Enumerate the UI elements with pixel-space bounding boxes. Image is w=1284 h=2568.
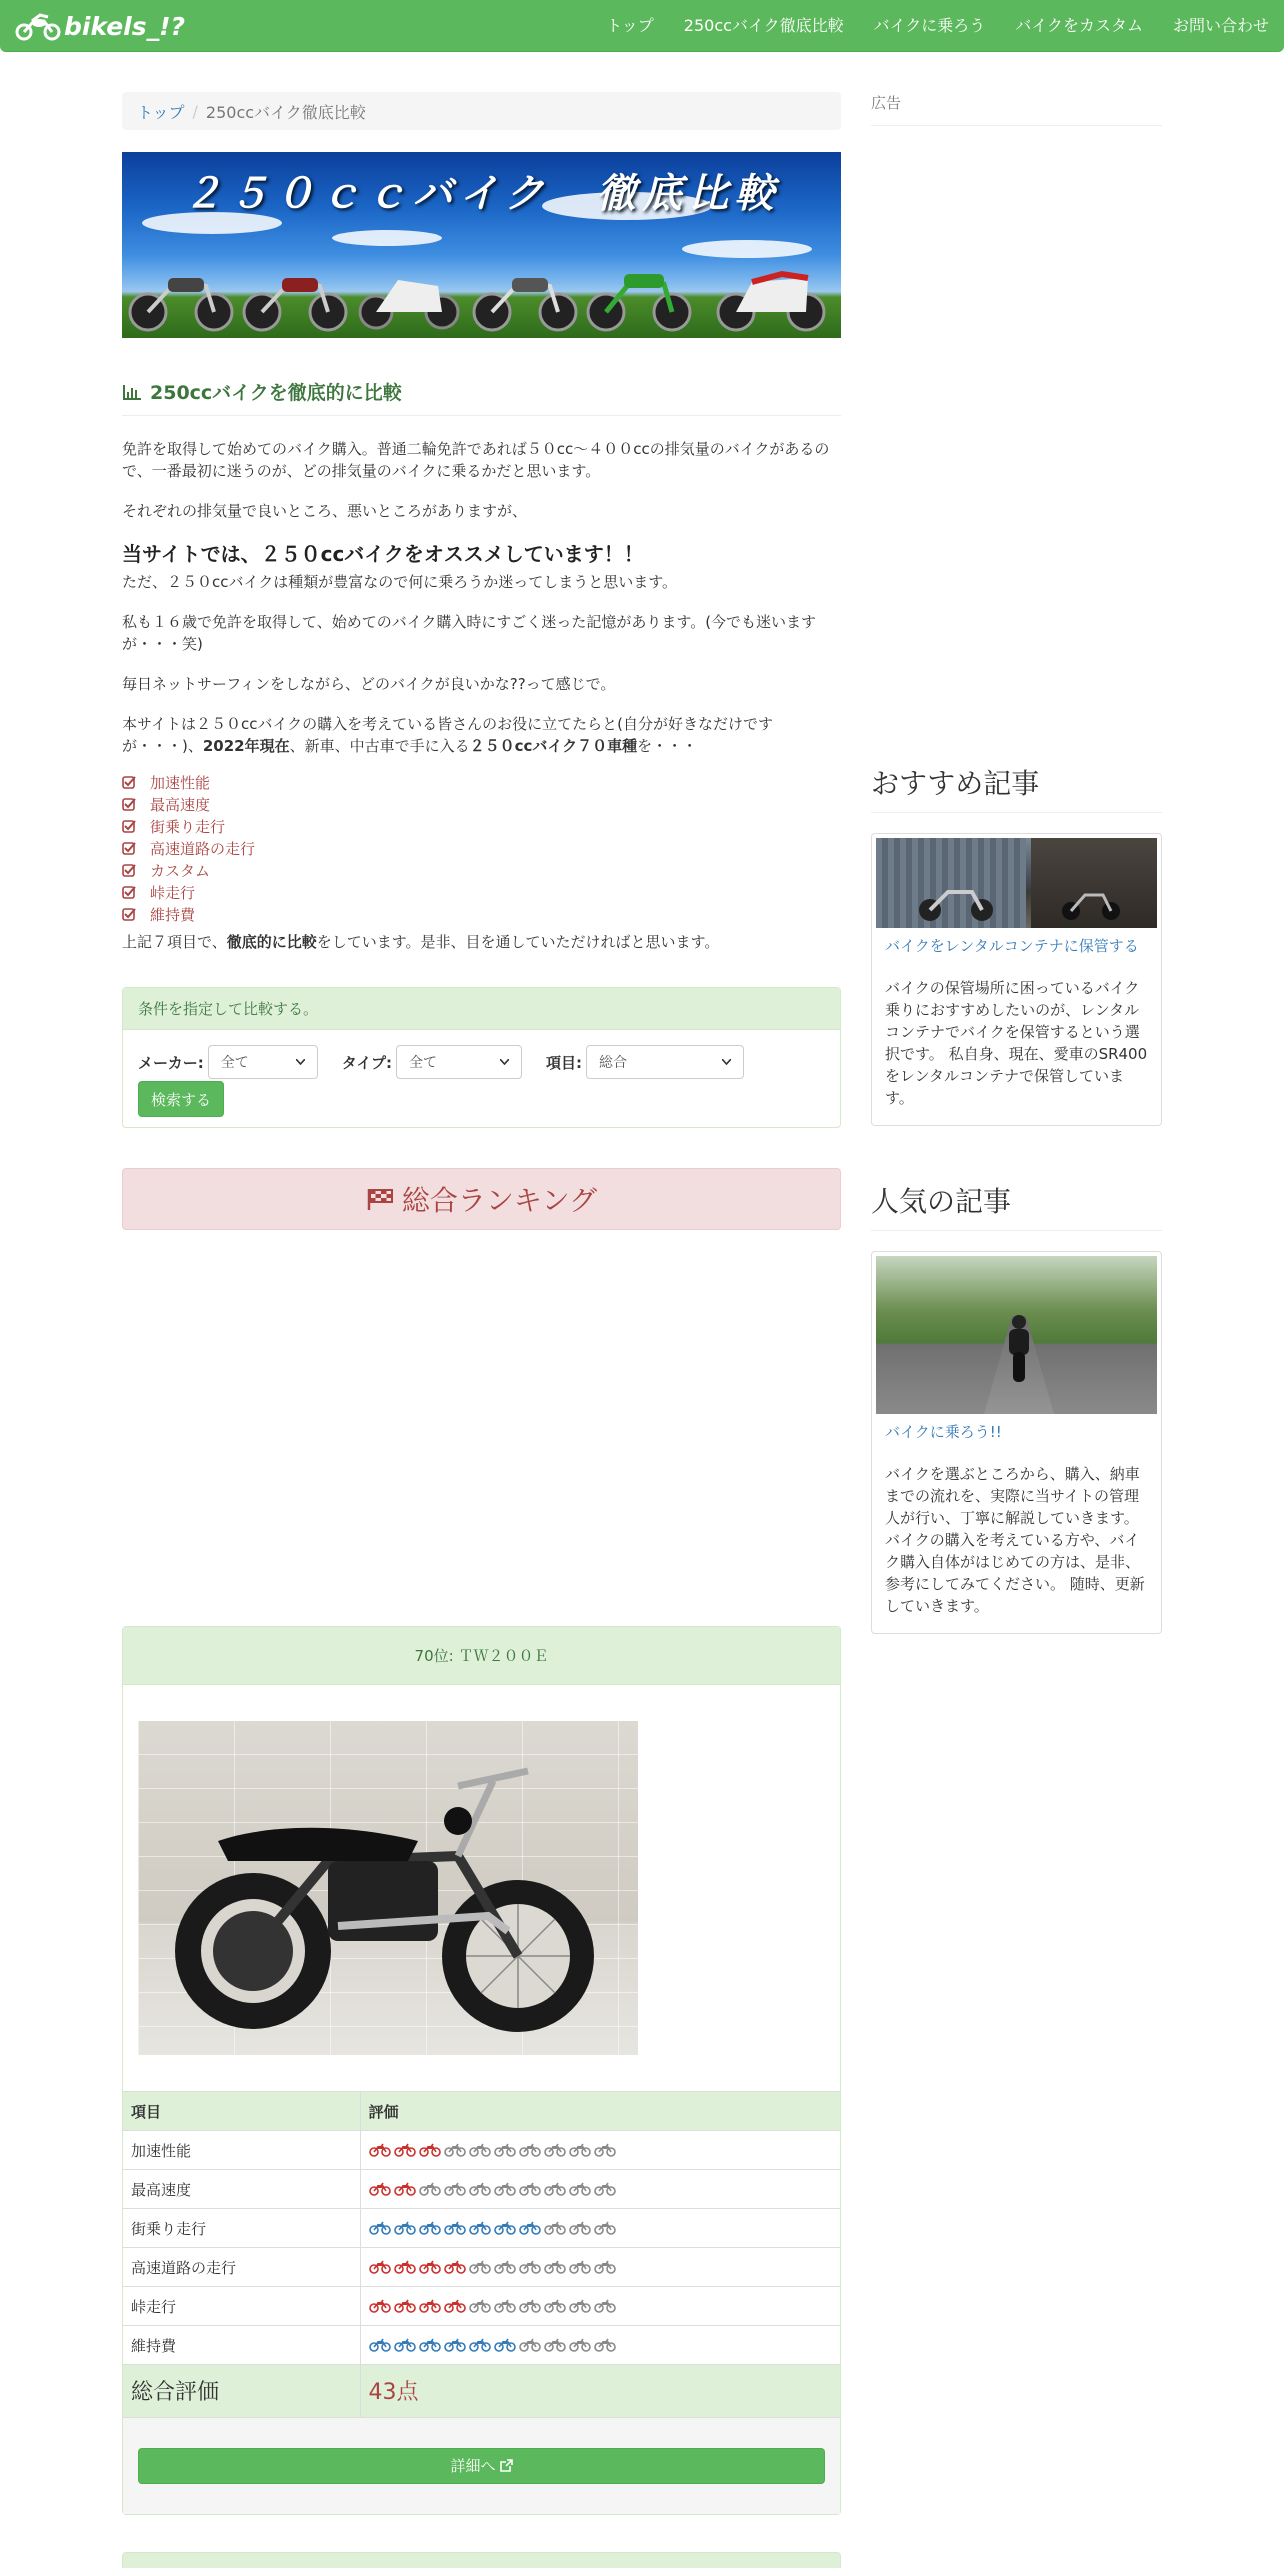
popular-article-card[interactable] [871,1251,1162,1634]
rating-motorcycle-empty-icon [519,2182,541,2196]
motorcycle-icon [354,256,464,332]
rating-motorcycle-filled-icon [394,2182,416,2196]
list-item: カスタム [122,859,841,881]
rating-motorcycle-empty-icon [419,2182,441,2196]
recommend-statement: 当サイトでは、２５０ccバイクをオススメしています！！ [122,542,644,566]
article-thumbnail [876,838,1157,928]
rating-motorcycle-empty-icon [494,2182,516,2196]
rating-motorcycle-filled-icon [419,2143,441,2157]
intro-paragraph: ただ、２５０ccバイクは種類が豊富なので何に乗ろうか迷ってしまうと思います。 [122,573,677,591]
motorcycle-logo-icon [14,11,62,41]
motorcycle-icon [1061,883,1121,923]
rating-motorcycle-filled-icon [419,2221,441,2235]
type-select[interactable]: 全て [396,1045,522,1079]
rating-motorcycle-empty-icon [594,2260,616,2274]
recommended-heading: おすすめ記事 [871,762,1162,813]
table-row: 高速道路の走行 [123,2248,840,2287]
checkbox-icon [122,819,136,833]
col-header-item: 項目 [123,2092,360,2131]
breadcrumb-separator: / [192,101,198,121]
external-link-icon [500,2459,513,2472]
checkbox-icon [122,907,136,921]
banner-title: ２５０ｃｃバイク 徹底比較 [182,171,781,217]
main-column [122,92,841,1230]
checkbox-icon [122,797,136,811]
nav-link-top[interactable]: トップ [606,16,654,35]
col-header-rating: 評価 [360,2092,840,2131]
rating-motorcycle-filled-icon [469,2338,491,2352]
motorcycle-photo-icon [158,1751,618,2041]
recommended-article-desc: バイクの保管場所に困っているバイク乗りにおすすめしたいのが、レンタルコンテナでバイクを保管するという選択です。 私自身、現在、愛車のSR400をレンタルコンテナで保管しています。 [885,979,1148,1107]
rating-motorcycle-filled-icon [394,2260,416,2274]
nav-link-contact[interactable]: お問い合わせ [1172,16,1269,35]
intro-paragraph: 免許を取得して始めてのバイク購入。普通二輪免許であれば５０cc～４００ccの排気量のバイクがあるので、一番最初に迷うのが、どの排気量のバイクに乗るかだと思います。 [122,440,830,480]
motorcycle-icon [470,256,580,332]
rating-motorcycle-empty-icon [469,2182,491,2196]
rating-motorcycle-filled-icon [519,2221,541,2235]
rating-motorcycle-empty-icon [469,2299,491,2313]
table-header-row [123,2092,840,2131]
rating-motorcycle-filled-icon [369,2221,391,2235]
chevron-down-icon [500,1059,509,1065]
rating-motorcycle-empty-icon [544,2143,566,2157]
table-row: 峠走行 [123,2287,840,2326]
checkered-flag-icon [366,1187,394,1211]
bar-chart-icon [122,383,142,401]
nav-link-compare[interactable]: 250ccバイク徹底比較 [683,16,844,35]
filter-panel-heading: 条件を指定して比較する。 [123,988,840,1030]
intro-heading [122,378,841,416]
popular-article-desc: バイクを選ぶところから、購入、納車までの流れを、実際に当サイトの管理人が行い、丁寧に解説していきます。バイクの購入を考えている方や、バイク購入自体がはじめての方は、是非、参考にしてみてください。 随時、更新していきます。 [885,1465,1145,1615]
item-label: 項目: [545,1053,582,1072]
checkbox-icon [122,885,136,899]
breadcrumb-home[interactable]: トップ [137,102,185,122]
list-item: 高速道路の走行 [122,837,841,859]
hero-banner [122,152,841,338]
bike-card-title: 70位: ＴＷ２００Ｅ [123,1627,840,1685]
chevron-down-icon [722,1059,731,1065]
rating-motorcycle-empty-icon [544,2260,566,2274]
popular-heading: 人気の記事 [871,1180,1162,1231]
sidebar [871,92,1162,1615]
rating-motorcycle-filled-icon [444,2338,466,2352]
maker-label: メーカー: [138,1053,204,1072]
rating-motorcycle-empty-icon [569,2221,591,2235]
ranking-title: 総合ランキング [401,1184,598,1217]
total-label: 総合評価 [123,2365,360,2417]
motorcycle-icon [584,256,694,332]
rating-motorcycle-empty-icon [569,2299,591,2313]
nav-link-custom[interactable]: バイクをカスタム [1015,16,1143,35]
total-score-row [123,2365,840,2417]
rating-motorcycle-empty-icon [494,2299,516,2313]
chevron-down-icon [296,1059,305,1065]
intro-paragraph: それぞれの排気量で良いところ、悪いところがありますが、 [122,502,528,520]
rating-motorcycle-filled-icon [394,2299,416,2313]
rating-motorcycle-empty-icon [569,2182,591,2196]
intro-paragraph: 本サイトは２５０ccバイクの購入を考えている皆さんのお役に立てたらと(自分が好きなだけですが・・・)、2022年現在、新車、中古車で手に入る２５０ccバイク７０車種を・・・ [122,715,774,755]
rating-motorcycle-empty-icon [544,2338,566,2352]
checkbox-icon [122,863,136,877]
brand-name: bikels_!? [64,11,186,41]
intro-paragraph: 私も１６歳で免許を取得して、始めてのバイク購入時にすごく迷った記憶があります。(今でも迷いますが・・・笑) [122,613,817,653]
rating-motorcycle-empty-icon [519,2260,541,2274]
list-item: 峠走行 [122,881,841,903]
filter-panel [122,987,841,1128]
rating-motorcycle-filled-icon [394,2143,416,2157]
rating-motorcycle-empty-icon [544,2182,566,2196]
rating-motorcycle-empty-icon [594,2143,616,2157]
rating-motorcycle-filled-icon [369,2260,391,2274]
rating-motorcycle-empty-icon [519,2338,541,2352]
rating-motorcycle-empty-icon [444,2143,466,2157]
rating-motorcycle-empty-icon [494,2143,516,2157]
nav-link-ride[interactable]: バイクに乗ろう [873,16,986,35]
rating-icons [369,2221,833,2235]
rating-motorcycle-empty-icon [519,2143,541,2157]
rating-motorcycle-filled-icon [394,2338,416,2352]
bike-photo [138,1721,638,2055]
intro-heading-text: 250ccバイクを徹底的に比較 [150,382,402,404]
rating-icons [369,2143,833,2157]
filter-form [138,1045,825,1079]
list-item: 維持費 [122,903,841,925]
rating-motorcycle-empty-icon [594,2338,616,2352]
rating-motorcycle-filled-icon [369,2299,391,2313]
rating-motorcycle-filled-icon [469,2221,491,2235]
top-navbar [0,0,1284,52]
rating-motorcycle-empty-icon [544,2221,566,2235]
list-item: 街乗り走行 [122,815,841,837]
list-item: 加速性能 [122,771,841,793]
brand-logo[interactable] [14,8,185,44]
intro-paragraph: 上記７項目で、徹底的に比較をしています。是非、目を通していただければと思います。 [122,933,720,951]
table-row: 最高速度 [123,2170,840,2209]
rating-motorcycle-empty-icon [469,2260,491,2274]
rating-motorcycle-empty-icon [569,2260,591,2274]
rating-icons [369,2299,833,2313]
rider-icon [998,1314,1040,1384]
rating-motorcycle-empty-icon [594,2299,616,2313]
detail-button[interactable]: 詳細へ [138,2448,825,2484]
motorcycle-icon [916,876,996,924]
rating-motorcycle-filled-icon [369,2182,391,2196]
rating-motorcycle-filled-icon [394,2221,416,2235]
rating-motorcycle-empty-icon [594,2182,616,2196]
popular-article-title[interactable]: バイクに乗ろう!! [885,1423,1002,1441]
rating-motorcycle-empty-icon [544,2299,566,2313]
rating-motorcycle-empty-icon [569,2143,591,2157]
rating-table [123,2091,840,2417]
search-button[interactable]: 検索する [138,1081,224,1117]
rating-motorcycle-filled-icon [419,2338,441,2352]
rating-motorcycle-filled-icon [369,2143,391,2157]
rating-motorcycle-filled-icon [444,2299,466,2313]
next-ranking-card [122,2552,841,2568]
rating-icons [369,2338,833,2352]
motorcycle-icon [126,256,236,332]
rating-motorcycle-filled-icon [419,2260,441,2274]
rating-motorcycle-empty-icon [519,2299,541,2313]
bike-ranking-card [122,1626,841,2515]
breadcrumb-current: 250ccバイク徹底比較 [205,102,366,122]
rating-motorcycle-filled-icon [494,2338,516,2352]
checkbox-icon [122,841,136,855]
rating-motorcycle-filled-icon [444,2221,466,2235]
list-item: 最高速度 [122,793,841,815]
article-thumbnail [876,1256,1157,1414]
motorcycle-icon [240,256,350,332]
type-label: タイプ: [341,1053,392,1072]
ranking-banner [122,1168,841,1230]
motorcycle-icon [712,256,832,332]
item-select[interactable]: 総合 [586,1045,744,1079]
total-score: 43点 [360,2365,840,2417]
rating-icons [369,2260,833,2274]
rating-motorcycle-empty-icon [594,2221,616,2235]
rating-motorcycle-empty-icon [494,2260,516,2274]
maker-select[interactable]: 全て [208,1045,318,1079]
ad-label: 広告 [871,92,1162,126]
recommended-article-title[interactable]: バイクをレンタルコンテナに保管する [885,937,1139,955]
rating-motorcycle-empty-icon [569,2338,591,2352]
table-row: 街乗り走行 [123,2209,840,2248]
intro-paragraph: 毎日ネットサーフィンをしながら、どのバイクが良いかな??って感じで。 [122,675,616,693]
rating-motorcycle-filled-icon [444,2260,466,2274]
rating-motorcycle-empty-icon [444,2182,466,2196]
table-row: 加速性能 [123,2131,840,2170]
breadcrumb [122,92,841,130]
checkbox-icon [122,775,136,789]
recommended-article-card[interactable] [871,833,1162,1126]
comparison-items-list [122,771,841,925]
rating-motorcycle-empty-icon [469,2143,491,2157]
rating-motorcycle-filled-icon [369,2338,391,2352]
table-row: 維持費 [123,2326,840,2365]
rating-icons [369,2182,833,2196]
rating-motorcycle-filled-icon [494,2221,516,2235]
rating-motorcycle-filled-icon [419,2299,441,2313]
